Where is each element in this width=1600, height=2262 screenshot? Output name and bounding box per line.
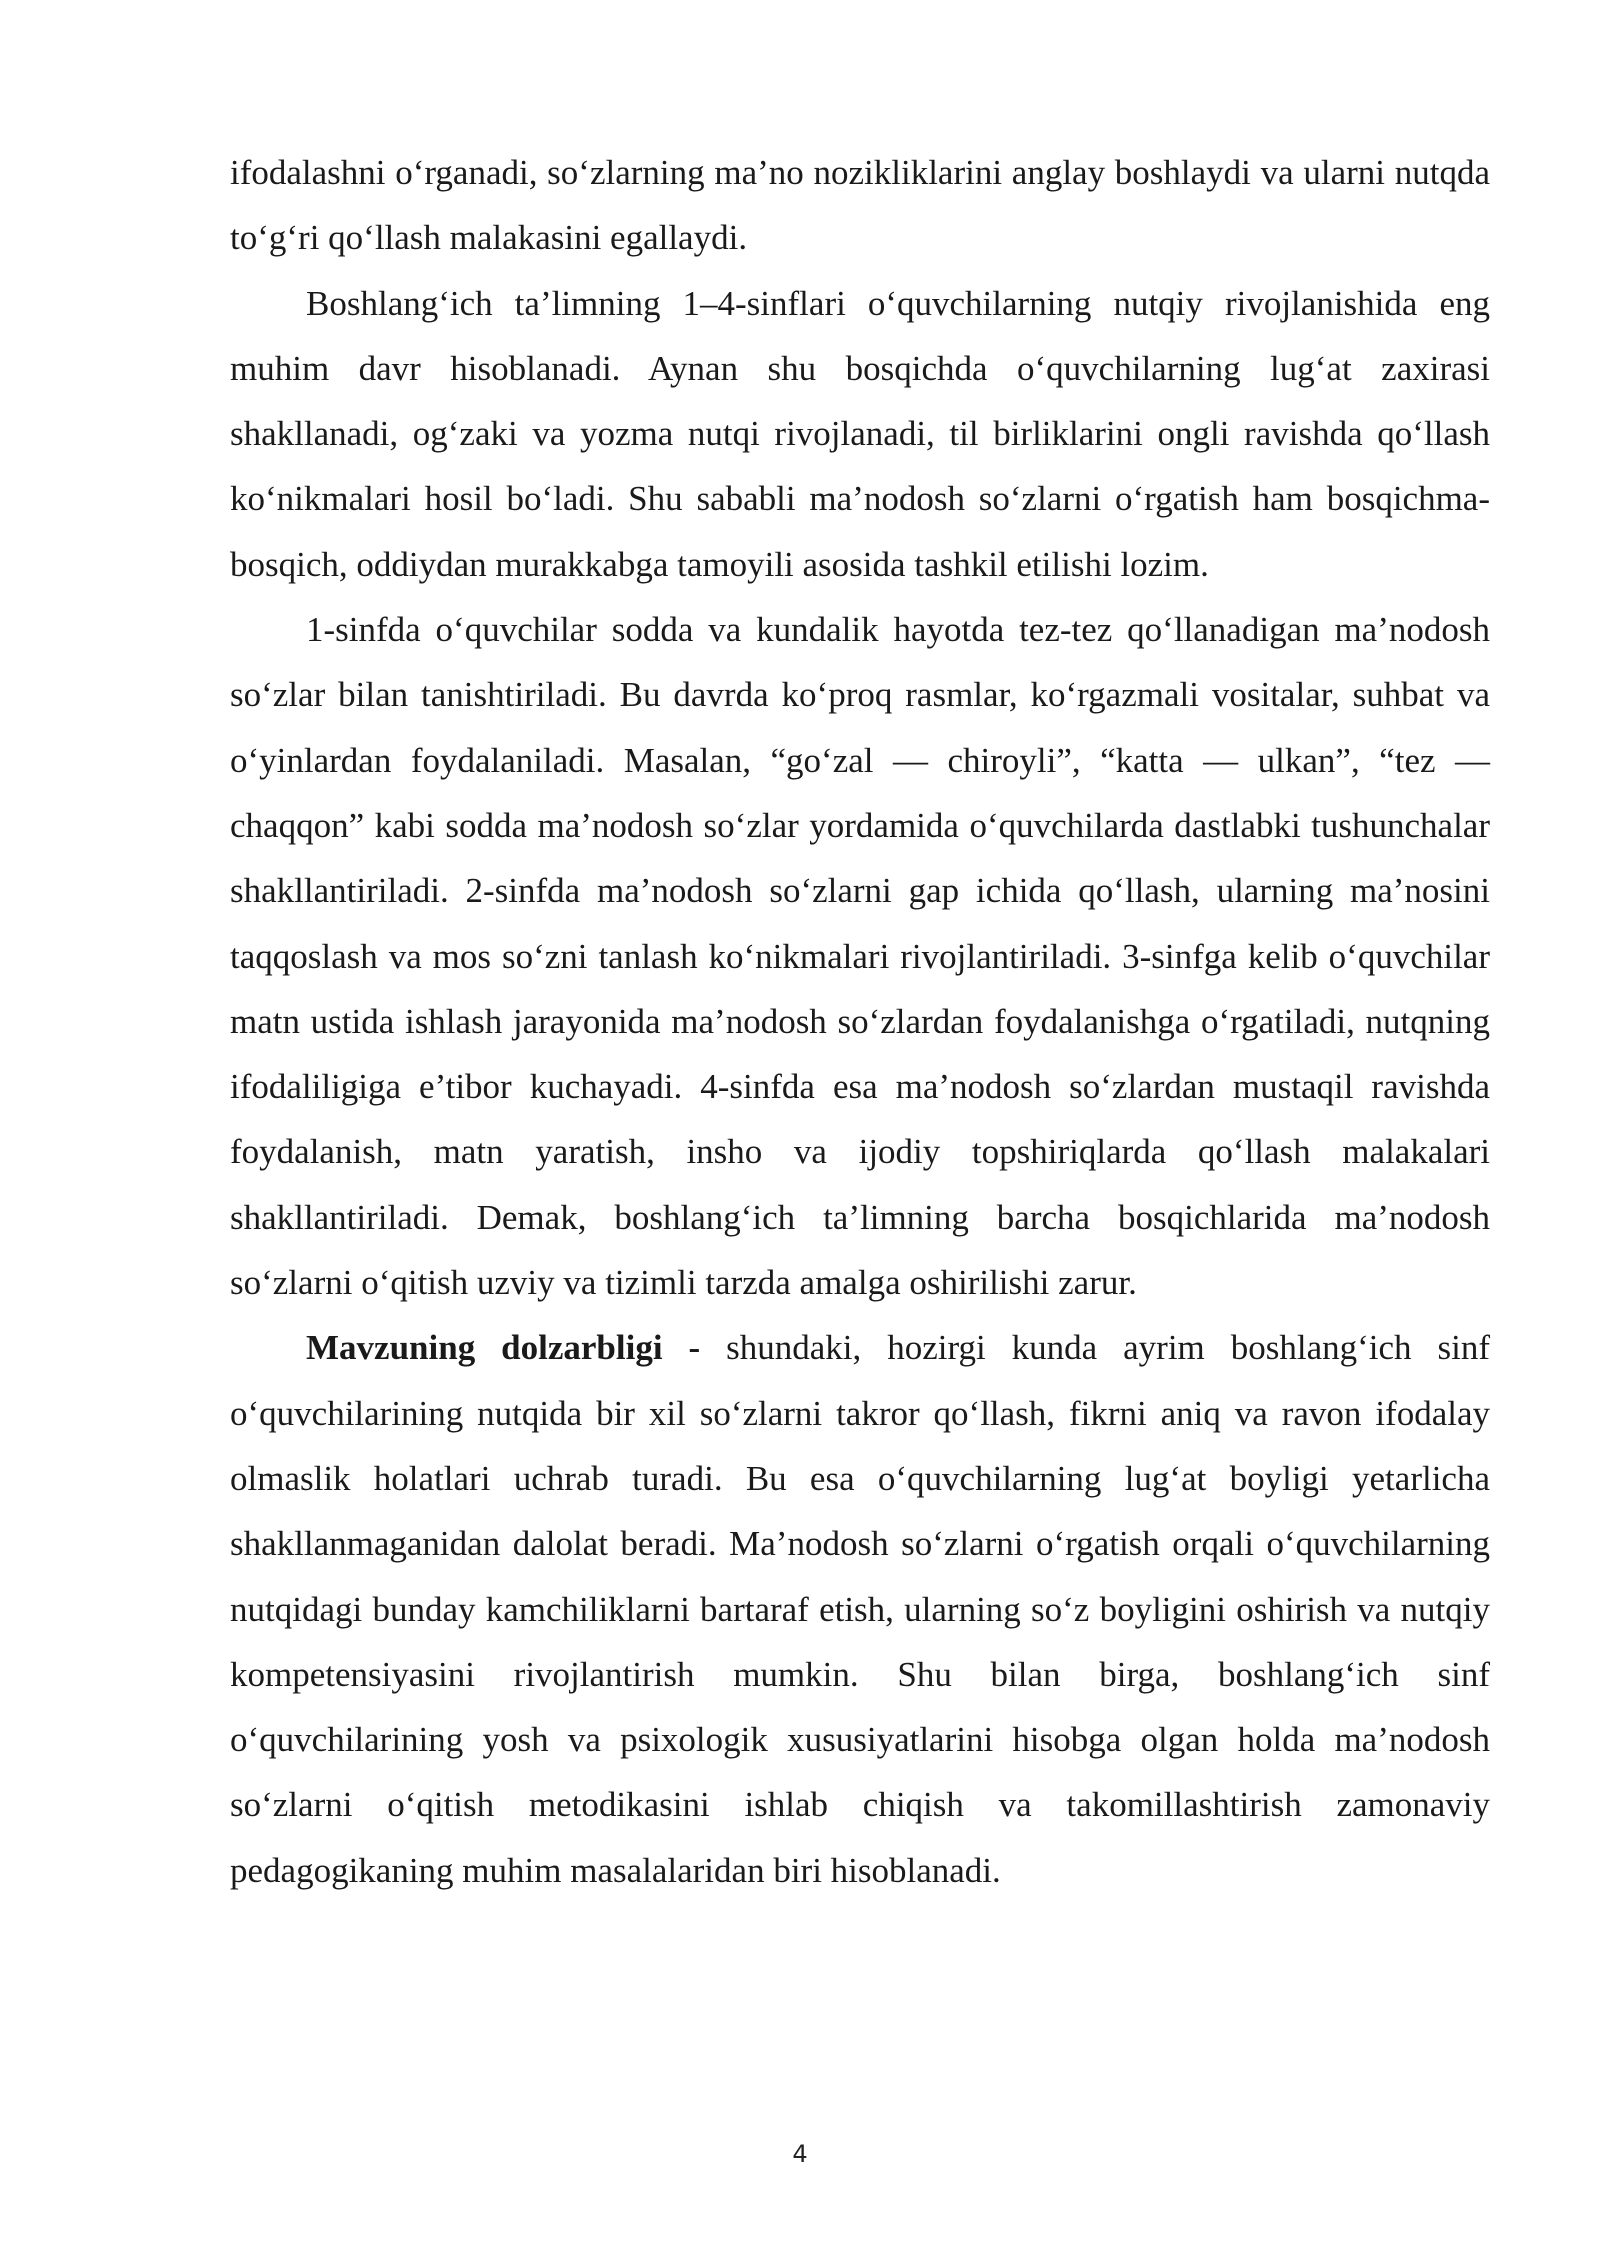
- paragraph-grade-progression: 1-sinfda o‘quvchilar sodda va kundalik hayotda tez-tez qo‘llanadigan ma’nodosh so‘zlar bilan tanishtiriladi. Bu davrda ko‘proq rasmlar, ko‘rgazmali vositalar, suhbat va o‘yinlardan foydalaniladi. Masalan, “go‘zal — chiroyli”, “katta — ulkan”, “tez — chaqqon” kabi sodda ma’nodosh so‘zlar yordamida o‘quvchilarda dastlabki tushunchalar shakllantiriladi. 2-sinfda ma’nodosh so‘zlarni gap ichida qo‘llash, ularning ma’nosini taqqoslash va mos so‘zni tanlash ko‘nikmalari rivojlantiriladi. 3-sinfga kelib o‘quvchilar matn ustida ishlash jarayonida ma’nodosh so‘zlardan foydalanishga o‘rgatiladi, nutqning ifodaliligiga e’tibor kuchayadi. 4-sinfda esa ma’nodosh so‘zlardan mustaqil ravishda foydalanish, matn yaratish, insho va ijodiy topshiriqlarda qo‘llash malakalari shakllantiriladi. Demak, boshlang‘ich ta’limning barcha bosqichlarida ma’nodosh so‘zlarni o‘qitish uzviy va tizimli tarzda amalga oshirilishi zarur.: [230, 610, 1490, 1303]
- paragraph-continuation: ifodalashni o‘rganadi, so‘zlarning ma’no nozikliklarini anglay boshlaydi va ularni nutqda to‘g‘ri qo‘llash malakasini egallaydi.: [230, 153, 1490, 258]
- topic-relevance-text: shundaki, hozirgi kunda ayrim boshlang‘ich sinf o‘quvchilarining nutqida bir xil so‘zlarni takror qo‘llash, fikrni aniq va ravon ifodalay olmaslik holatlari uchrab turadi. Bu esa o‘quvchilarning lug‘at boyligi yetarlicha shakllanmaganidan dalolat beradi. Ma’nodosh so‘zlarni o‘rgatish orqali o‘quvchilarning nutqidagi bunday kamchiliklarni bartaraf etish, ularning so‘z boyligini oshirish va nutqiy kompetensiyasini rivojlantirish mumkin. Shu bilan birga, boshlang‘ich sinf o‘quvchilarining yosh va psixologik xususiyatlarini hisobga olgan holda ma’nodosh so‘zlarni o‘qitish metodikasini ishlab chiqish va takomillashtirish zamonaviy pedagogikaning muhim masalalaridan biri hisoblanadi.: [230, 1328, 1490, 1890]
- topic-relevance-heading: Mavzuning dolzarbligi -: [306, 1328, 701, 1368]
- paragraph-topic-relevance: [230, 1315, 1490, 1903]
- page-number: 4: [792, 2140, 808, 2168]
- body-text: [230, 140, 1490, 1903]
- paragraph-learning-stages: Boshlang‘ich ta’limning 1–4-sinflari o‘quvchilarning nutqiy rivojlanishida eng muhim davr hisoblanadi. Aynan shu bosqichda o‘quvchilarning lug‘at zaxirasi shakllanadi, og‘zaki va yozma nutqi rivojlanadi, til birliklarini ongli ravishda qo‘llash ko‘nikmalari hosil bo‘ladi. Shu sababli ma’nodosh so‘zlarni o‘rgatish ham bosqichma-bosqich, oddiydan murakkabga tamoyili asosida tashkil etilishi lozim.: [230, 283, 1490, 584]
